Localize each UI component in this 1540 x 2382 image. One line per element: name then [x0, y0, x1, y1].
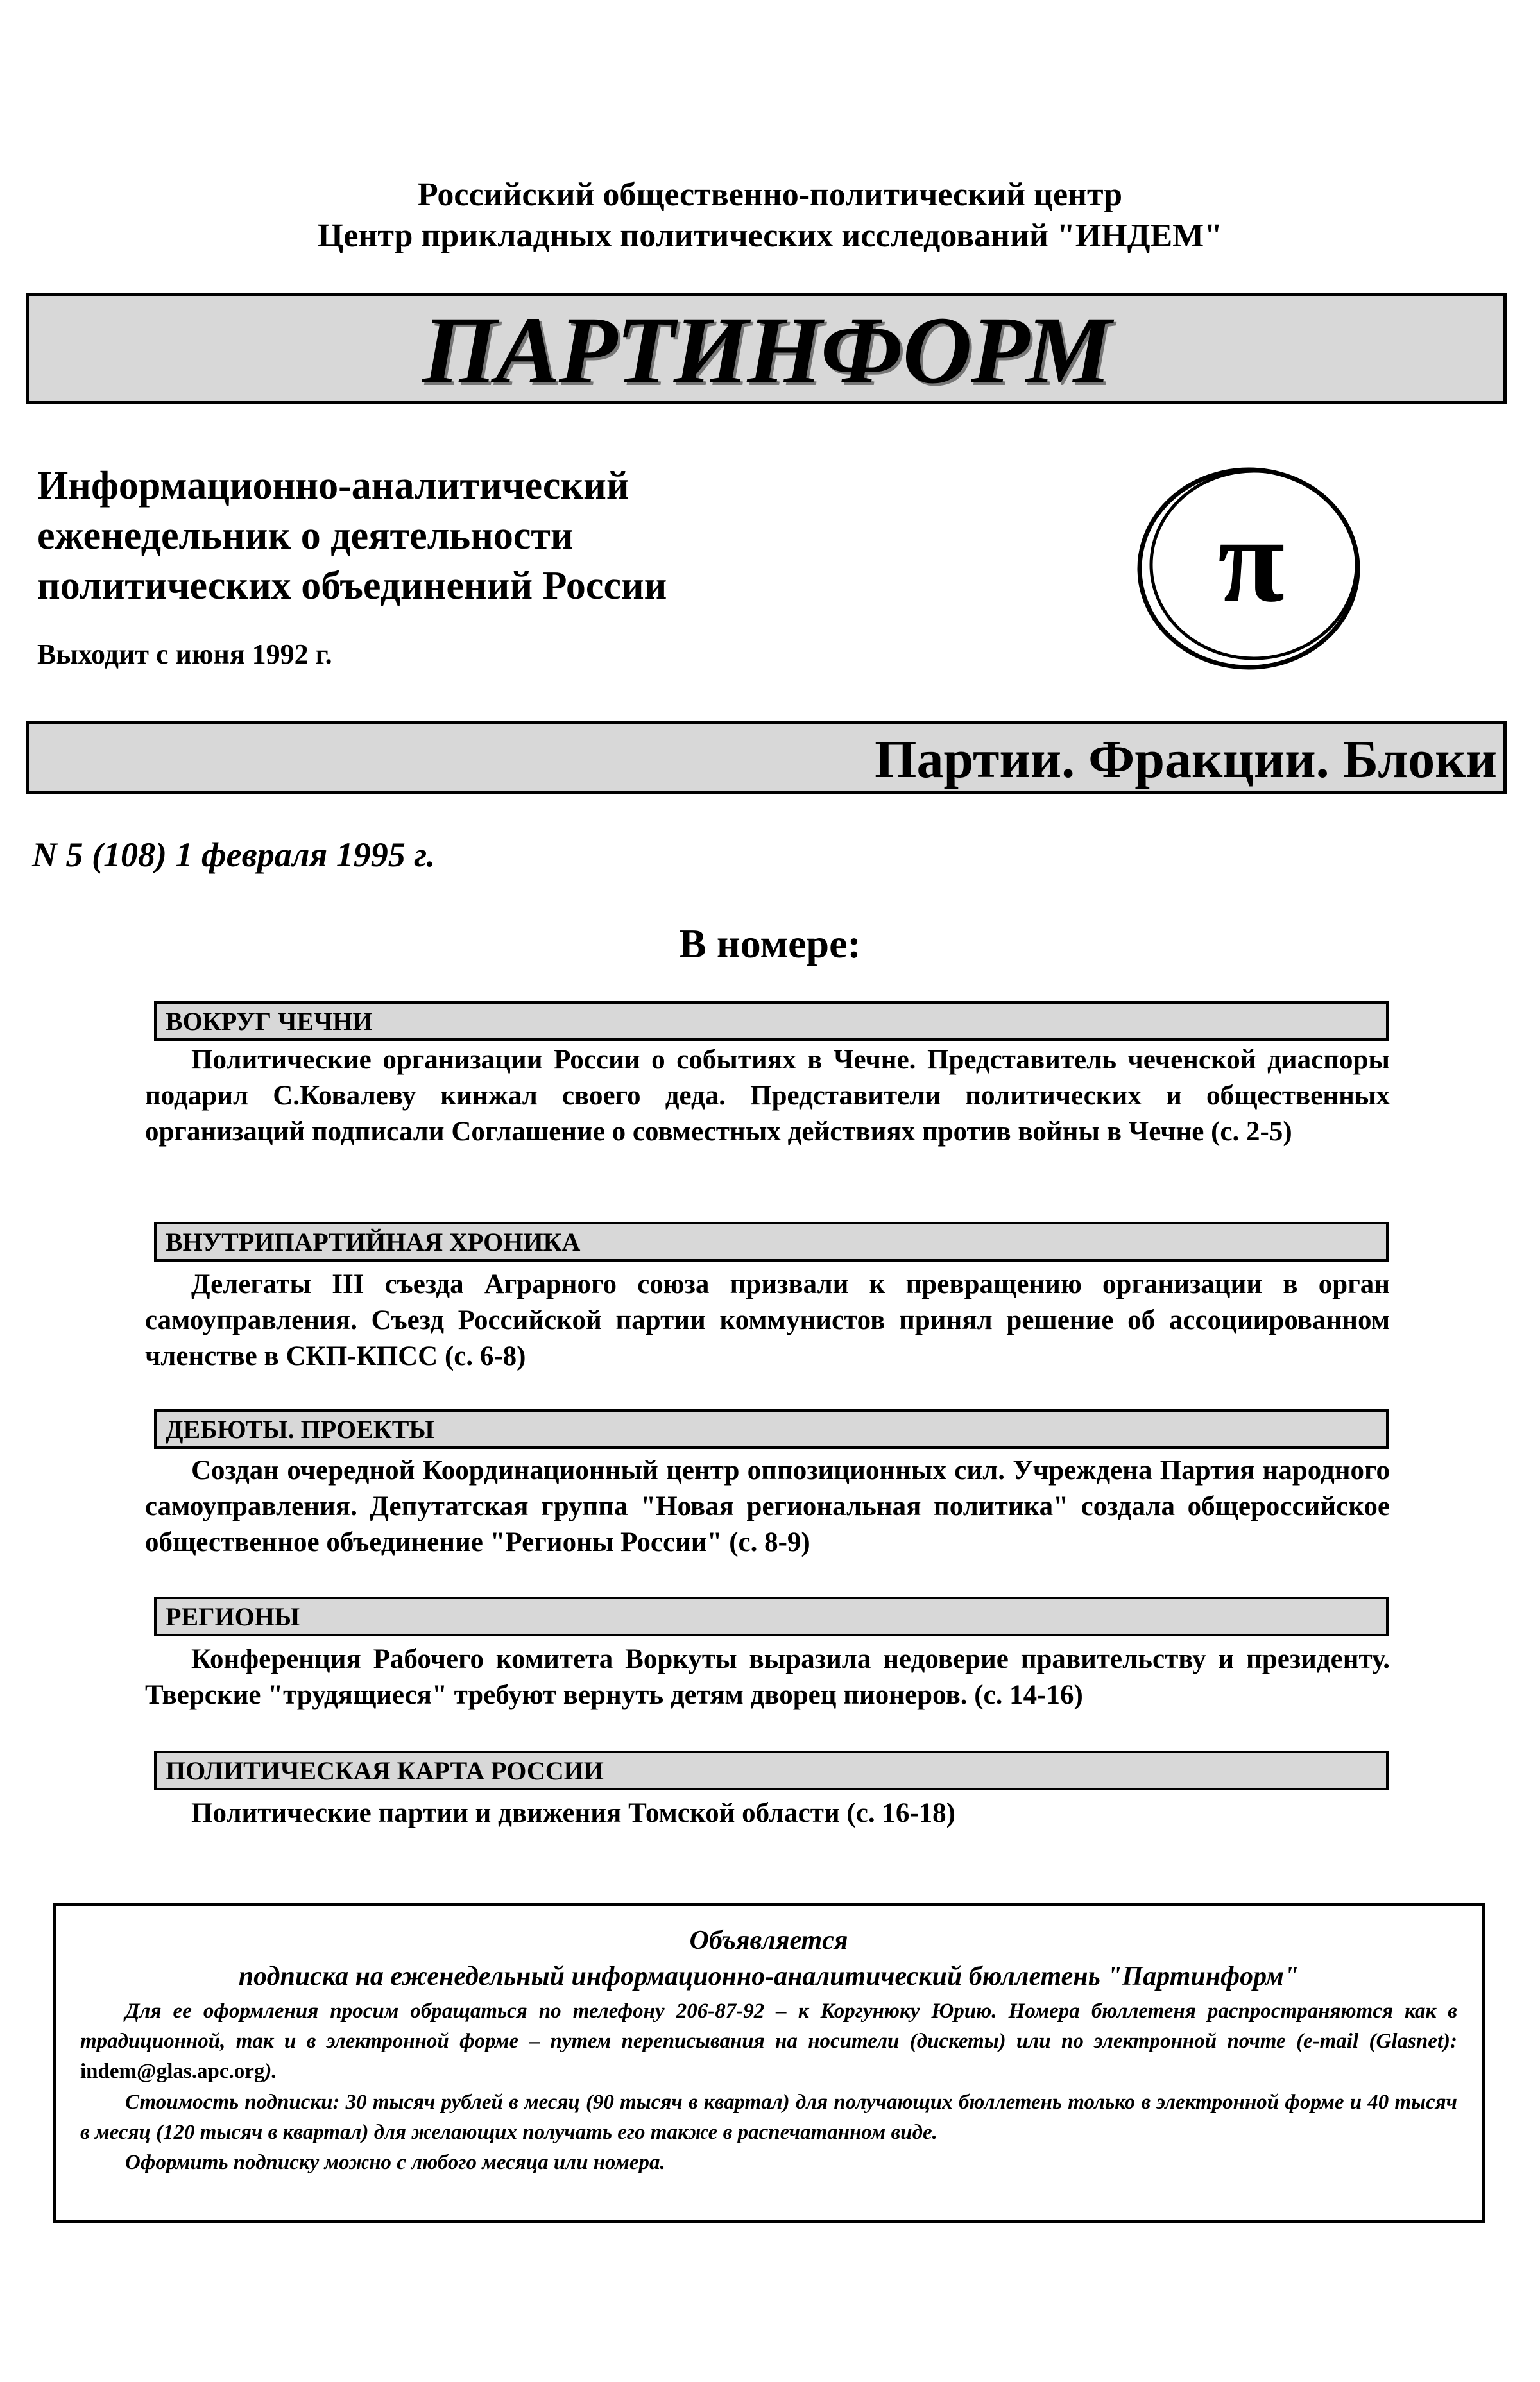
pi-logo-icon [1129, 458, 1373, 676]
subtitle-line-3: политических объединений России [37, 564, 667, 608]
email-address: indem@glas.apc.org [80, 2060, 265, 2083]
topic-summary: Конференция Рабочего комитета Воркуты выразила недоверие правительству и президенту. Тверские "трудящиеся" требуют вернуть детям дворец пионеров. (с. 14-16) [145, 1644, 1390, 1710]
topic-heading: РЕГИОНЫ [154, 1597, 1389, 1636]
topic-summary: Политические организации России о событиях в Чечне. Представитель чеченской диаспоры подарил С.Ковалеву кинжал своего деда. Представители политических и общественных организаций подписали Соглашение о совместных действиях против войны в Чечне (с. 2-5) [145, 1045, 1390, 1147]
notice-heading: Объявляется [689, 1926, 848, 1955]
notice-contact-text: Для ее оформления просим обращаться по телефону 206-87-92 – к Коргунюку Юрию. Номера бюллетеня распространяются как в традиционной, так и в электронной форме – путем переписывания на носители (дискеты) или по электронной почте (e-mail (Glasnet): [80, 2000, 1457, 2053]
notice-paragraph-start: Оформить подписку можно с любого месяца или номера. [125, 2151, 665, 2174]
pi-symbol: π [1217, 493, 1285, 628]
topic-heading: ВОКРУГ ЧЕЧНИ [154, 1001, 1389, 1041]
topic-heading: ВНУТРИПАРТИЙНАЯ ХРОНИКА [154, 1222, 1389, 1262]
topic-summary: Делегаты III съезда Аграрного союза призвали к превращению организации в орган самоуправления. Съезд Российской партии коммунистов принял решение об ассоциированном членстве в СКП-КПСС (с. 6-8) [145, 1269, 1390, 1371]
topic-heading: ДЕБЮТЫ. ПРОЕКТЫ [154, 1409, 1389, 1449]
publisher-name: Российский общественно-политический центр [417, 176, 1123, 213]
published-since: Выходит с июня 1992 г. [37, 638, 332, 670]
topic-heading: ПОЛИТИЧЕСКАЯ КАРТА РОССИИ [154, 1751, 1389, 1790]
contents-heading: В номере: [679, 921, 861, 966]
section-title: Партии. Фракции. Блоки [875, 730, 1497, 789]
issue-number-date: N 5 (108) 1 февраля 1995 г. [32, 835, 435, 874]
notice-paragraph-price: Стоимость подписки: 30 тысяч рублей в месяц (90 тысяч в квартал) для получающих бюллетень только в электронной форме и 40 тысяч в месяц (120 тысяч в квартал) для желающих получать его также в распечатанном виде. [80, 2091, 1457, 2144]
subtitle-line-2: еженедельник о деятельности [37, 514, 574, 558]
section-banner [26, 721, 1507, 794]
subtitle-line-1: Информационно-аналитический [37, 464, 629, 508]
notice-contact-end: ). [264, 2060, 277, 2083]
center-name: Центр прикладных политических исследований "ИНДЕМ" [317, 218, 1223, 254]
notice-subheading: подписка на еженедельный информационно-аналитический бюллетень "Партинформ" [238, 1962, 1299, 1991]
notice-paragraph-contact [80, 1996, 1457, 2087]
topic-summary: Создан очередной Координационный центр оппозиционных сил. Учреждена Партия народного самоуправления. Депутатская группа "Новая региональная политика" создала общероссийское общественное объединение "Регионы России" (с. 8-9) [145, 1455, 1390, 1557]
masthead-box [26, 293, 1507, 404]
masthead-title: ПАРТИНФОРМ [422, 297, 1111, 404]
subscription-notice [53, 1903, 1485, 2223]
topic-summary: Политические партии и движения Томской области (с. 16-18) [191, 1798, 955, 1828]
